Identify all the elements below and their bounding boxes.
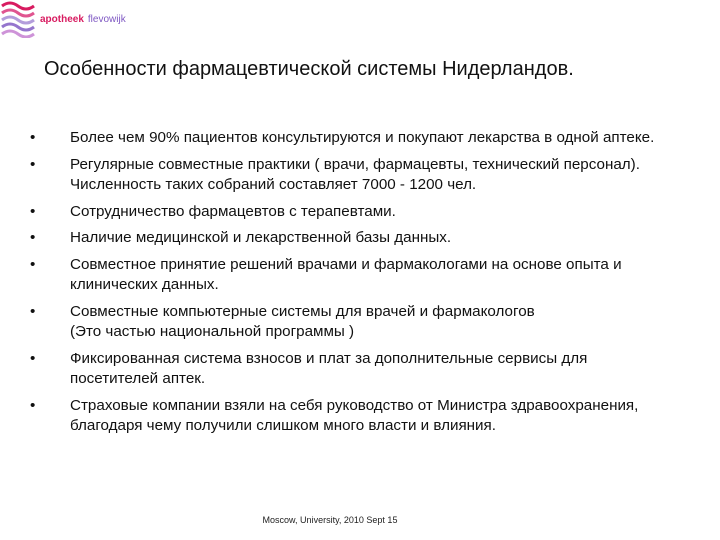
logo-sub: flevowijk — [87, 14, 126, 25]
bullet-item — [28, 396, 668, 437]
footer — [0, 515, 720, 525]
bullet-item — [28, 128, 668, 149]
bullet-text: Фиксированная система взносов и плат за дополнительные сервисы для посетителей аптек. — [70, 349, 588, 387]
bullet-item — [28, 228, 668, 249]
bullet-text: Страховые компании взяли на себя руководство от Министра здравоохранения, благодаря чему получили слишком много власти и влияния. — [70, 396, 639, 434]
bullet-icon: • — [30, 396, 36, 414]
footer-text: Moscow, University, 2010 Sept 15 — [262, 515, 398, 525]
bullet-item — [28, 255, 668, 296]
bullet-list — [28, 128, 668, 443]
bullet-text: Регулярные совместные практики ( врачи, фармацевты, технический персонал). Численность таких собраний составляет 7000 - 1200 чел. — [70, 155, 640, 193]
bullet-icon: • — [30, 349, 36, 367]
bullet-text: Совместные компьютерные системы для врачей и фармакологов — [70, 302, 535, 320]
bullet-text: Сотрудничество фармацевтов с терапевтами. — [70, 202, 396, 220]
slide-title: Особенности фармацевтической системы Нидерландов. — [44, 58, 574, 80]
bullet-note: (Это частью национальной программы ) — [70, 323, 355, 340]
bullet-item — [28, 202, 668, 223]
bullet-item — [28, 349, 668, 390]
apotheek-logo — [0, 0, 180, 40]
bullet-text: Наличие медицинской и лекарственной базы данных. — [70, 229, 452, 246]
bullet-icon: • — [30, 302, 36, 320]
logo-brand: apotheek — [40, 14, 84, 25]
bullet-text: Более чем 90% пациентов консультируются и покупают лекарства в одной аптеке. — [70, 129, 655, 146]
bullet-icon: • — [30, 202, 36, 220]
bullet-item — [28, 302, 668, 343]
logo-waves-icon — [0, 0, 38, 38]
bullet-icon: • — [30, 129, 36, 146]
bullet-text: Совместное принятие решений врачами и фармакологами на основе опыта и клинических данных. — [70, 255, 622, 293]
bullet-item — [28, 155, 668, 196]
logo-text — [40, 14, 126, 25]
bullet-icon: • — [30, 255, 36, 273]
bullet-icon: • — [30, 229, 36, 246]
bullet-icon: • — [30, 155, 36, 173]
